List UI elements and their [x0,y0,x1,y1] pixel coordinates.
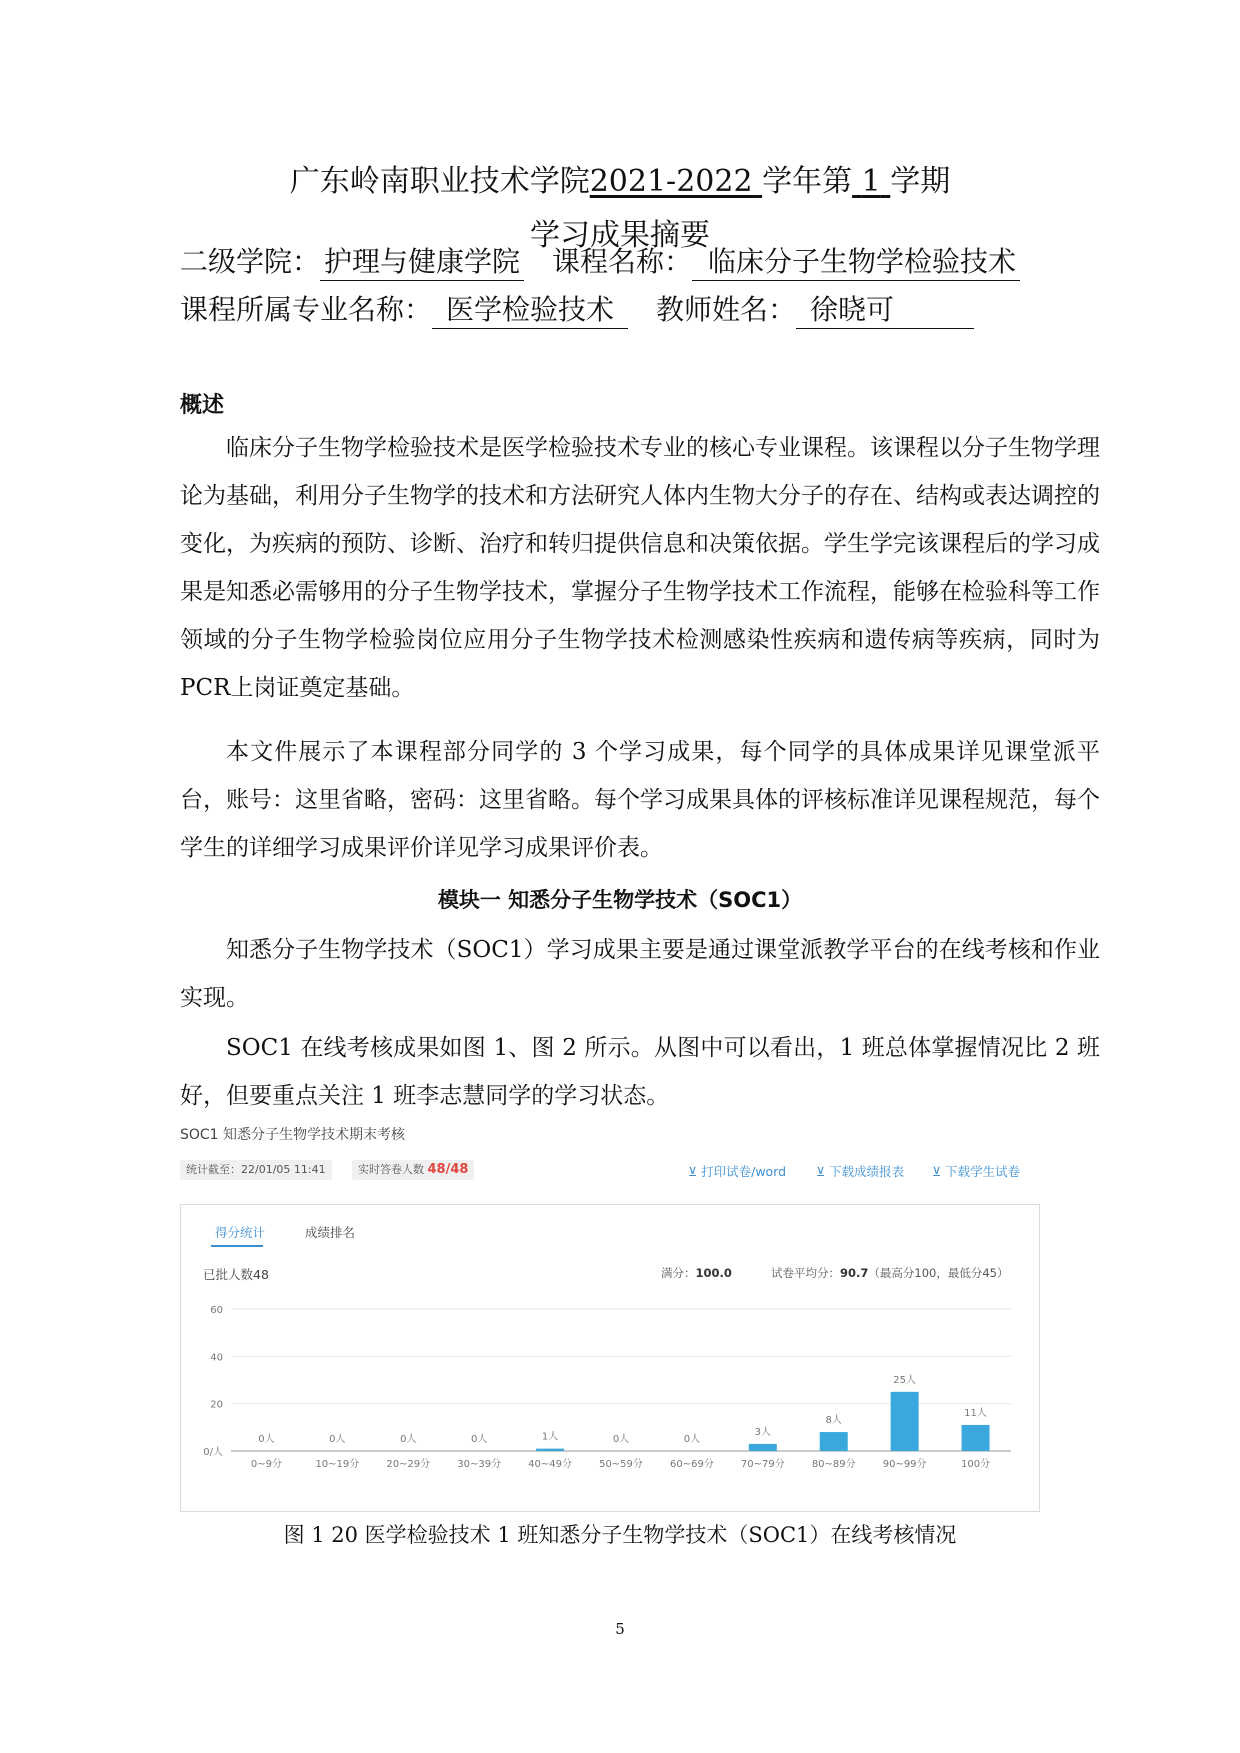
teacher-label: 教师姓名： [656,293,797,326]
x-tick-label: 0~9分 [250,1459,283,1470]
x-tick-label: 80~89分 [811,1459,856,1470]
download-papers-link[interactable]: ⊻ 下载学生试卷 [932,1164,1021,1179]
document-title [0,160,1240,204]
bar [962,1425,990,1451]
y-tick-label: 40 [210,1352,223,1364]
page-number: 5 [615,1620,625,1638]
module-paragraph: 知悉分子生物学技术（SOC1）学习成果主要是通过课堂派教学平台的在线考核和作业实现。 [180,937,1100,1011]
average-score: 试卷平均分：90.7（最高分100，最低分45） [771,1266,1009,1280]
stat-count-badge: 实时答卷人数 48/48 [352,1160,474,1180]
figure-caption: 图 1 20 医学检验技术 1 班知悉分子生物学技术（SOC1）在线考核情况 [283,1523,957,1547]
bar-data-label: 0人 [329,1434,346,1445]
download-report-link[interactable]: ⊻ 下载成绩报表 [816,1164,905,1179]
y-tick-label: 60 [210,1305,223,1316]
y-tick-label: 20 [210,1399,223,1411]
bar-data-label: 8人 [825,1415,842,1427]
term-label: 学期 [890,164,951,199]
x-tick-label: 100分 [960,1459,991,1470]
bar-data-label: 0人 [400,1434,417,1445]
bar [749,1444,777,1451]
x-tick-label: 90~99分 [882,1459,927,1470]
y-tick-label: 0/人 [203,1447,223,1458]
course-label: 课程名称： [552,245,693,278]
module-heading: 模块一 知悉分子生物学技术（SOC1） [437,888,803,912]
teacher-value: 徐晓可 [796,292,974,329]
bar [820,1432,848,1451]
bar-data-label: 3人 [754,1426,772,1438]
bar-data-label: 11人 [964,1407,987,1419]
overview-paragraph: 临床分子生物学检验技术是医学检验技术专业的核心专业课程。该课程以分子生物学理论为基础，利用分子生物学的技术和方法研究人体内生物大分子的存在、结构或表达调控的变化，为疾病的预防、诊断、治疗和转归提供信息和决策依据。学生学完该课程后的学习成果是知悉必需够用的分子生物学技术，掌握分子生物学技术工作流程，能够在检验科等工作领域的分子生物学检验岗位应用分子生物学技术检测感染性疾病和遗传病等疾病，同时为PCR上岗证奠定基础。 [180,435,1100,701]
full-score: 满分：100.0 [661,1266,732,1280]
print-paper-link[interactable]: ⊻ 打印试卷/word [688,1164,787,1179]
figure-title: SOC1 知悉分子生物学技术期末考核 [180,1127,406,1143]
term-number: 1 [861,164,881,199]
bar-data-label: 25人 [893,1374,917,1386]
score-stats-card [180,1204,1040,1512]
major-label: 课程所属专业名称： [180,293,433,326]
bar-data-label: 1人 [541,1431,559,1443]
x-tick-label: 20~29分 [386,1459,431,1470]
exam-screenshot-figure [180,1128,1040,1511]
course-value: 临床分子生物学检验技术 [692,244,1020,281]
module-paragraph: SOC1 在线考核成果如图 1、图 2 所示。从图中可以看出，1 班总体掌握情况比 2 班好，但要重点关注 1 班李志慧同学的学习状态。 [180,1035,1100,1109]
overview-heading: 概述 [180,393,225,418]
bar [536,1449,564,1451]
year-label: 学年第 [762,164,853,199]
x-tick-label: 30~39分 [457,1459,502,1470]
school-name: 广东岭南职业技术学院 [289,164,590,199]
document-subtitle: 学习成果摘要 [530,218,710,253]
score-distribution-chart [181,1289,1039,1509]
x-tick-label: 40~49分 [528,1459,573,1470]
bar-data-label: 0人 [470,1434,488,1445]
bar-data-label: 0人 [612,1434,630,1445]
college-value: 护理与健康学院 [320,244,524,281]
x-tick-label: 50~59分 [599,1459,643,1470]
academic-year: 2021-2022 [589,164,753,199]
active-tab-indicator [211,1245,263,1247]
x-tick-label: 70~79分 [740,1459,785,1470]
bar-data-label: 0人 [683,1434,701,1445]
bar-data-label: 0人 [258,1434,275,1445]
overview-paragraph: 本文件展示了本课程部分同学的 3 个学习成果，每个同学的具体成果详见课堂派平台，账号：这里省略，密码：这里省略。每个学习成果具体的评核标准详见课程规范，每个学生的详细学习成果评价详见学习成果评价表。 [180,739,1100,861]
bar [891,1392,919,1451]
college-label: 二级学院： [180,245,321,278]
tab-score-ranking[interactable]: 成绩排名 [305,1225,356,1240]
major-value: 医学检验技术 [432,292,628,329]
graded-count: 已批人数48 [203,1267,269,1282]
x-tick-label: 10~19分 [315,1459,360,1470]
info-row-1 [180,242,1020,282]
tab-score-stats[interactable]: 得分统计 [215,1225,266,1240]
info-row-2 [180,290,974,330]
stat-time-badge: 统计截至：22/01/05 11:41 [180,1160,332,1180]
x-tick-label: 60~69分 [669,1459,714,1470]
